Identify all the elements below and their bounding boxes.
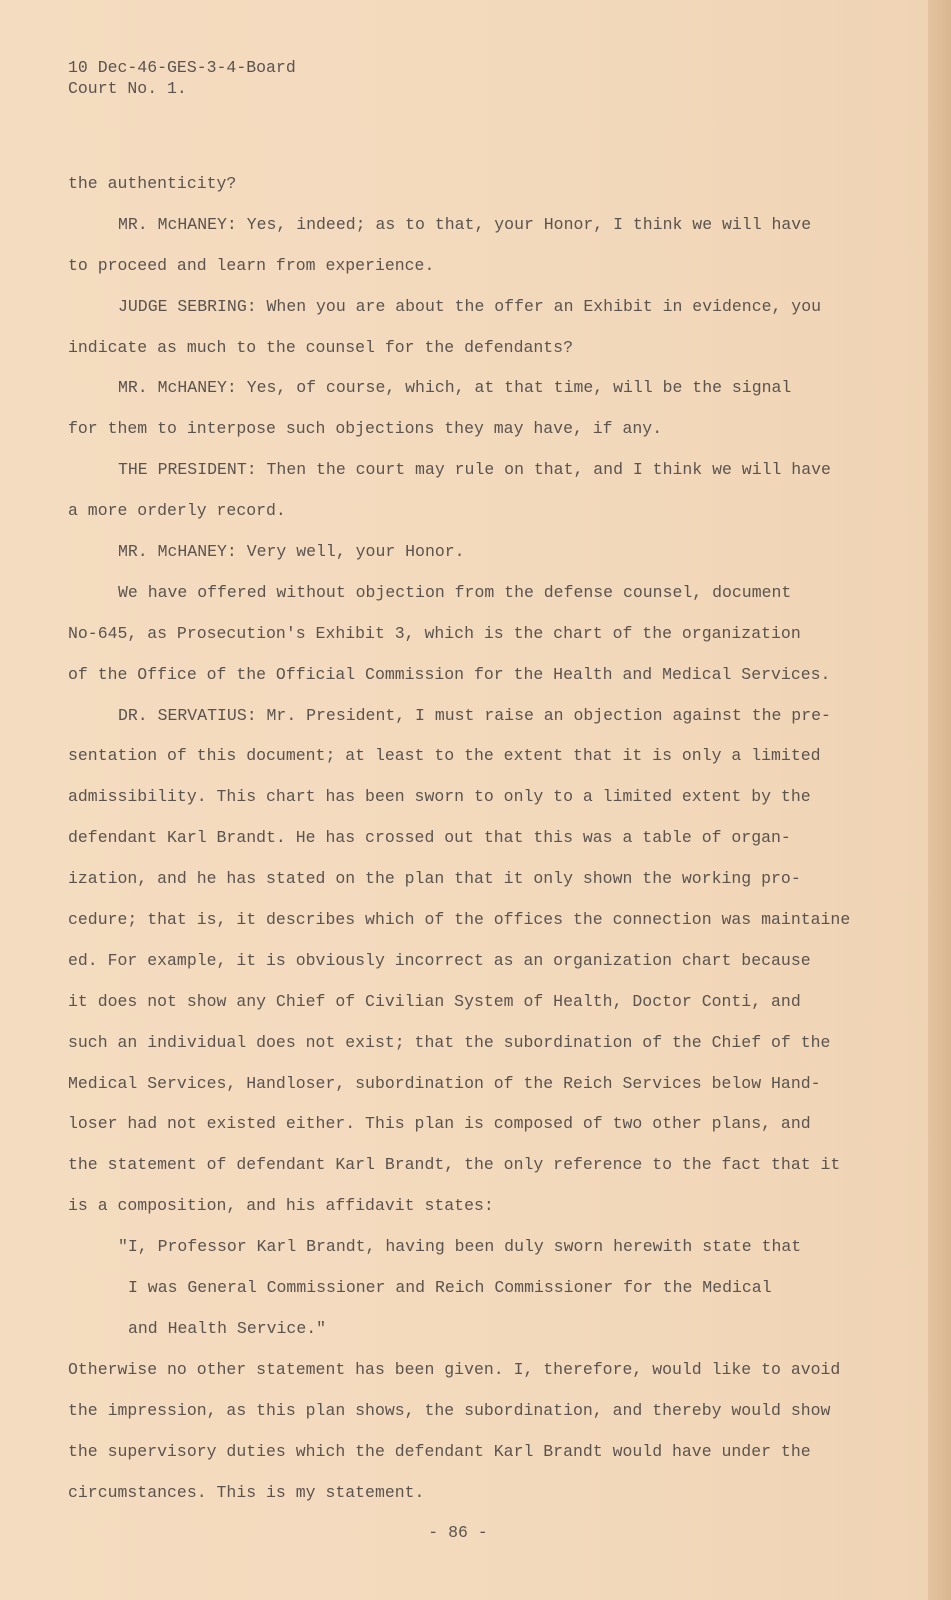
text-line: the supervisory duties which the defendant Karl Brandt would have under the [68, 1441, 811, 1461]
paragraph-start-line: THE PRESIDENT: Then the court may rule on that, and I think we will have [118, 460, 831, 480]
text-line: sentation of this document; at least to the extent that it is only a limited [68, 746, 821, 766]
text-line: for them to interpose such objections they may have, if any. [68, 419, 663, 439]
paragraph-start-line: DR. SERVATIUS: Mr. President, I must raise an objection against the pre- [118, 705, 831, 725]
paragraph-start-line: MR. McHANEY: Yes, of course, which, at that time, will be the signal [118, 378, 792, 398]
paragraph-start-line: MR. McHANEY: Yes, indeed; as to that, your Honor, I think we will have [118, 214, 812, 234]
text-line: to proceed and learn from experience. [68, 255, 435, 275]
quote-line: "I, Professor Karl Brandt, having been duly sworn herewith state that [118, 1237, 802, 1257]
paragraph-start-line: MR. McHANEY: Very well, your Honor. [118, 542, 465, 562]
text-line: loser had not existed either. This plan is composed of two other plans, and [68, 1114, 811, 1134]
text-line: the authenticity? [68, 174, 237, 193]
paragraph-start-line: We have offered without objection from the defense counsel, document [118, 582, 792, 602]
transcript-body [68, 164, 928, 1554]
text-line: such an individual does not exist; that the subordination of the Chief of the [68, 1032, 831, 1052]
text-line: indicate as much to the counsel for the defendants? [68, 337, 573, 357]
header-reference: 10 Dec-46-GES-3-4-Board [68, 58, 296, 77]
page-edge [928, 0, 951, 1600]
text-line: Otherwise no other statement has been given. I, therefore, would like to avoid [68, 1359, 841, 1379]
text-line: it does not show any Chief of Civilian System of Health, Doctor Conti, and [68, 991, 801, 1011]
text-line: is a composition, and his affidavit states: [68, 1196, 494, 1216]
text-line: ed. For example, it is obviously incorrect as an organization chart because [68, 950, 811, 970]
paragraph-start-line: JUDGE SEBRING: When you are about the offer an Exhibit in evidence, you [118, 296, 822, 316]
text-line: No-645, as Prosecution's Exhibit 3, which is the chart of the organization [68, 623, 801, 643]
page-number: - 86 - [428, 1523, 488, 1543]
text-line: the statement of defendant Karl Brandt, the only reference to the fact that it [68, 1155, 841, 1175]
text-line: admissibility. This chart has been sworn to only to a limited extent by the [68, 787, 811, 807]
text-line: of the Office of the Official Commission for the Health and Medical Services. [68, 664, 831, 684]
text-line: ization, and he has stated on the plan that it only shown the working pro- [68, 869, 801, 889]
document-header [68, 57, 296, 99]
text-line: the impression, as this plan shows, the subordination, and thereby would show [68, 1400, 831, 1420]
text-line: Medical Services, Handloser, subordination of the Reich Services below Hand- [68, 1073, 821, 1093]
text-line: circumstances. This is my statement. [68, 1482, 425, 1502]
quote-line: and Health Service." [128, 1318, 327, 1338]
text-line: defendant Karl Brandt. He has crossed out that this was a table of organ- [68, 828, 791, 848]
quote-line: I was General Commissioner and Reich Commissioner for the Medical [128, 1278, 772, 1298]
text-line: a more orderly record. [68, 501, 286, 521]
header-court: Court No. 1. [68, 79, 187, 98]
text-line: cedure; that is, it describes which of the offices the connection was maintaine [68, 910, 851, 930]
